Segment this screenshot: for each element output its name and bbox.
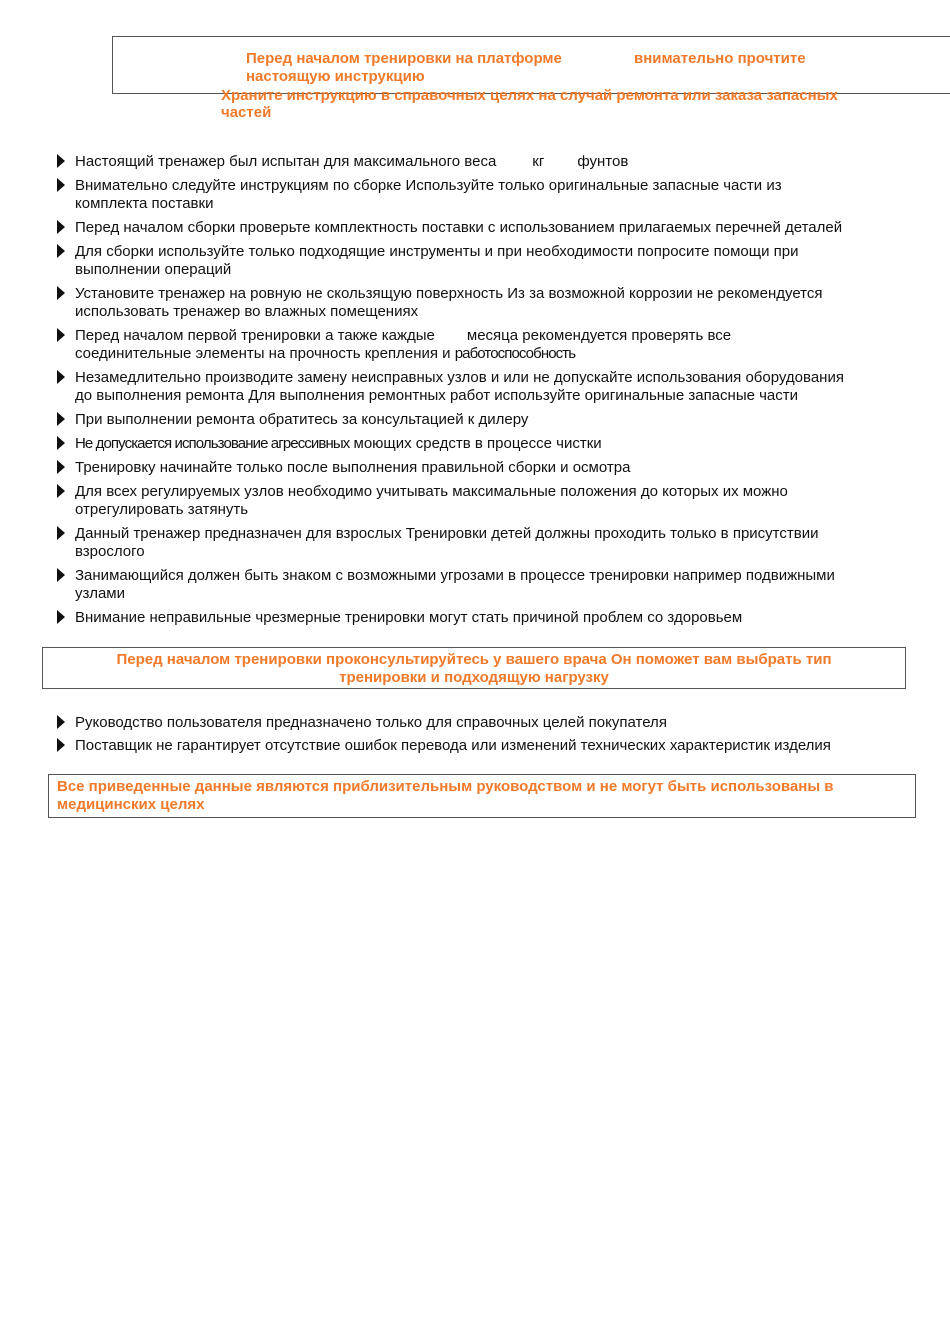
- list-item: Руководство пользователя предназначено только для справочных целей покупателя: [54, 714, 904, 732]
- bullet-arrow-icon: [57, 738, 65, 752]
- bullet-arrow-icon: [57, 484, 65, 498]
- list-item: Тренировку начинайте только после выполнения правильной сборки и осмотра: [54, 459, 904, 477]
- bullet-arrow-icon: [57, 610, 65, 624]
- header-title-left: Перед началом тренировки на платформе: [246, 50, 562, 67]
- bullet-arrow-icon: [57, 412, 65, 426]
- doctor-consultation-note: Перед началом тренировки проконсультируйтесь у вашего врача Он поможет вам выбрать тип тренировки и подходящую нагрузку: [42, 647, 906, 689]
- list-item: Поставщик не гарантирует отсутствие ошибок перевода или изменений технических характеристик изделия: [54, 737, 904, 755]
- safety-list: [54, 153, 904, 633]
- list-item: Не допускается использование агрессивных моющих средств в процессе чистки: [54, 435, 904, 453]
- list-item: Установите тренажер на ровную не скользящую поверхность Из за возможной коррозии не рекомендуется использовать тренажер во влажных помещениях: [54, 285, 904, 321]
- list-item: Незамедлительно производите замену неисправных узлов и или не допускайте использования оборудования до выполнения ремонта Для выполнения ремонтных работ используйте оригинальные запасные части: [54, 369, 904, 405]
- bullet-arrow-icon: [57, 436, 65, 450]
- header-title-line2: настоящую инструкцию: [246, 68, 425, 85]
- reference-list: [54, 714, 904, 755]
- bullet-arrow-icon: [57, 154, 65, 168]
- list-item: Для всех регулируемых узлов необходимо учитывать максимальные положения до которых их можно отрегулировать затянуть: [54, 483, 904, 519]
- bullet-arrow-icon: [57, 244, 65, 258]
- bullet-arrow-icon: [57, 526, 65, 540]
- list-item: Настоящий тренажер был испытан для максимального веса кг фунтов: [54, 153, 904, 171]
- list-item: Внимание неправильные чрезмерные тренировки могут стать причиной проблем со здоровьем: [54, 609, 904, 627]
- bullet-arrow-icon: [57, 370, 65, 384]
- bullet-arrow-icon: [57, 715, 65, 729]
- header-storage-note: Храните инструкцию в справочных целях на случай ремонта или заказа запасных: [221, 87, 838, 104]
- list-item: Перед началом сборки проверьте комплектность поставки с использованием прилагаемых перечней деталей: [54, 219, 904, 237]
- bullet-arrow-icon: [57, 178, 65, 192]
- bullet-arrow-icon: [57, 220, 65, 234]
- header-storage-note-line2: частей: [221, 104, 272, 121]
- bullet-arrow-icon: [57, 460, 65, 474]
- list-item: Для сборки используйте только подходящие инструменты и при необходимости попросите помощи при выполнении операций: [54, 243, 904, 279]
- list-item: Занимающийся должен быть знаком с возможными угрозами в процессе тренировки например подвижными узлами: [54, 567, 904, 603]
- header-title-right: внимательно прочтите: [634, 50, 806, 67]
- list-item: Перед началом первой тренировки а также каждые месяца рекомендуется проверять все соединительные элементы на прочность крепления и работоспособность: [54, 327, 904, 363]
- list-item: При выполнении ремонта обратитесь за консультацией к дилеру: [54, 411, 904, 429]
- list-item: Данный тренажер предназначен для взрослых Тренировки детей должны проходить только в присутствии взрослого: [54, 525, 904, 561]
- medical-disclaimer: Все приведенные данные являются приблизительным руководством и не могут быть использованы в медицинских целях: [48, 774, 916, 818]
- bullet-arrow-icon: [57, 568, 65, 582]
- bullet-arrow-icon: [57, 286, 65, 300]
- list-item: Внимательно следуйте инструкциям по сборке Используйте только оригинальные запасные части из комплекта поставки: [54, 177, 904, 213]
- bullet-arrow-icon: [57, 328, 65, 342]
